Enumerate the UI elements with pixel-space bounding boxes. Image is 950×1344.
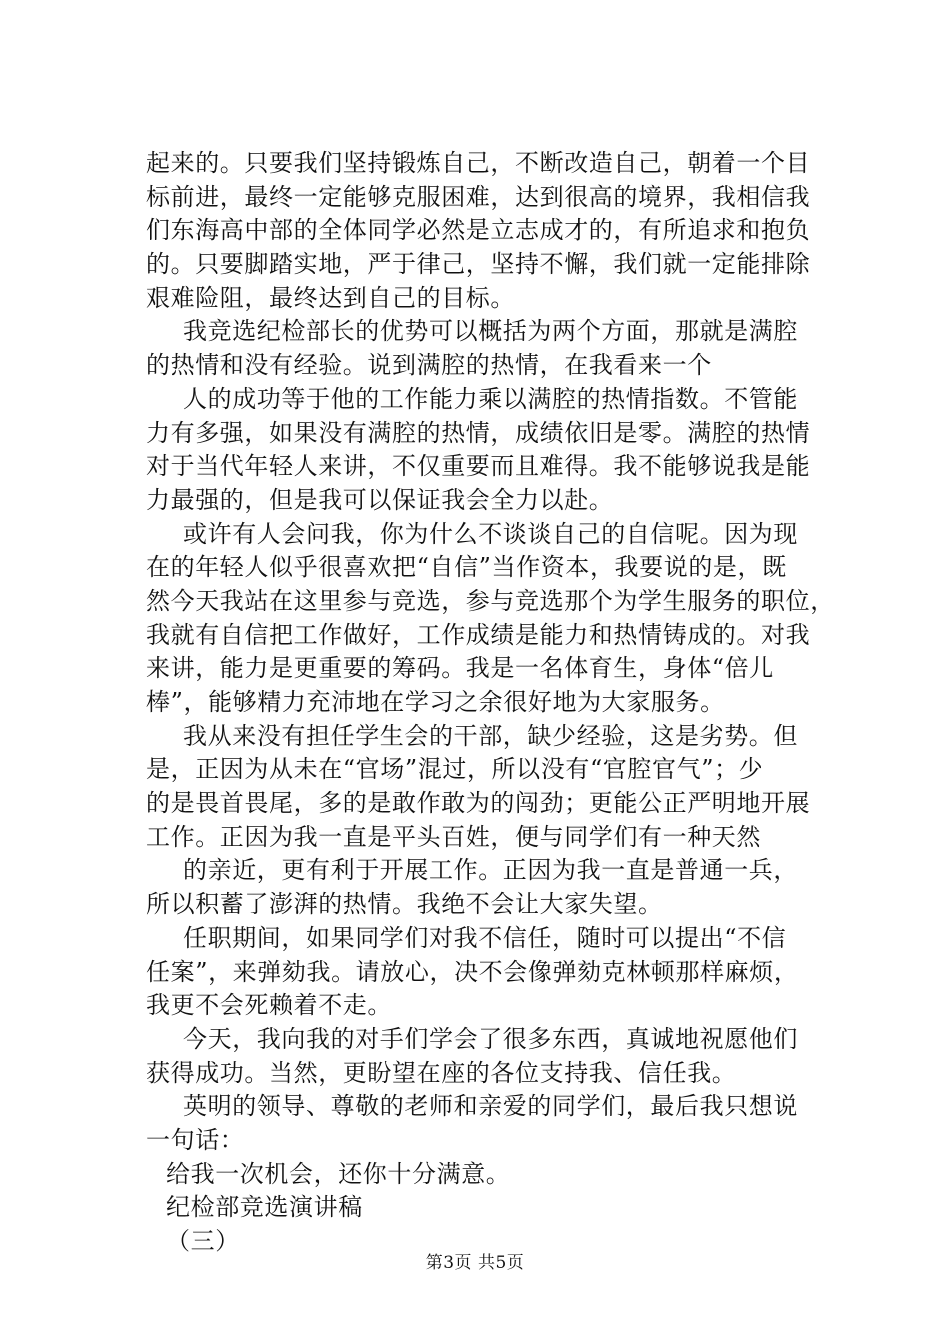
- text-line: 或许有人会问我，你为什么不谈谈自己的自信呢。因为现: [183, 519, 798, 548]
- text-line: 对于当代年轻人来讲，不仅重要而且难得。我不能够说我是能: [146, 452, 811, 481]
- text-line: 的热情和没有经验。说到满腔的热情，在我看来一个: [146, 351, 712, 380]
- text-line: 任职期间，如果同学们对我不信任，随时可以提出“不信: [183, 923, 787, 952]
- text-line: 力有多强，如果没有满腔的热情，成绩依旧是零。满腔的热情: [146, 418, 811, 447]
- text-line: 纪检部竞选演讲稿: [166, 1193, 363, 1222]
- text-line: 是，正因为从未在“官场”混过，所以没有“官腔官气”；少: [146, 755, 764, 784]
- text-line: 的是畏首畏尾，多的是敢作敢为的闯劲；更能公正严明地开展: [146, 789, 811, 818]
- text-line: （三）: [166, 1227, 240, 1255]
- text-line: 我从来没有担任学生会的干部，缺少经验，这是劣势。但: [183, 721, 798, 750]
- text-line: 艰难险阻，最终达到自己的目标。: [146, 283, 515, 312]
- text-line: 今天，我向我的对手们学会了很多东西，真诚地祝愿他们: [183, 1024, 798, 1053]
- text-line: 人的成功等于他的工作能力乘以满腔的热情指数。不管能: [183, 384, 798, 413]
- text-line: 获得成功。当然，更盼望在座的各位支持我、信任我。: [146, 1058, 737, 1087]
- text-line: 我就有自信把工作做好，工作成绩是能力和热情铸成的。对我: [146, 620, 811, 649]
- text-line: 所以积蓄了澎湃的热情。我绝不会让大家失望。: [146, 890, 663, 919]
- text-line: 力最强的，但是我可以保证我会全力以赴。: [146, 485, 614, 514]
- text-line: 任案”，来弹劾我。请放心，决不会像弹劾克林顿那样麻烦，: [146, 957, 799, 986]
- text-line: 的。只要脚踏实地，严于律己，坚持不懈，我们就一定能排除: [146, 250, 811, 279]
- body-text: [146, 147, 836, 1259]
- page-number: 第3页 共5页: [425, 1253, 525, 1273]
- text-line: 来讲，能力是更重要的筹码。我是一名体育生，身体“倍儿: [146, 654, 774, 683]
- text-line: 给我一次机会，还你十分满意。: [166, 1159, 511, 1188]
- text-line: 棒”，能够精力充沛地在学习之余很好地为大家服务。: [146, 688, 725, 716]
- text-line: 们东海高中部的全体同学必然是立志成才的，有所追求和抱负: [146, 216, 811, 245]
- text-line: 工作。正因为我一直是平头百姓，便与同学们有一种天然: [146, 822, 761, 851]
- text-line: 在的年轻人似乎很喜欢把“自信”当作资本，我要说的是，既: [146, 553, 787, 582]
- text-line: 一句话：: [146, 1125, 245, 1154]
- text-line: 然今天我站在这里参与竞选，参与竞选那个为学生服务的职位，: [146, 586, 835, 615]
- text-line: 我竞选纪检部长的优势可以概括为两个方面，那就是满腔: [183, 317, 798, 346]
- text-line: 我更不会死赖着不走。: [146, 991, 392, 1020]
- text-line: 起来的。只要我们坚持锻炼自己，不断改造自己，朝着一个目: [146, 149, 811, 177]
- text-line: 标前进，最终一定能够克服困难，达到很高的境界，我相信我: [146, 182, 811, 211]
- text-line: 英明的领导、尊敬的老师和亲爱的同学们，最后我只想说: [183, 1092, 798, 1121]
- text-line: 的亲近，更有利于开展工作。正因为我一直是普通一兵，: [183, 856, 798, 885]
